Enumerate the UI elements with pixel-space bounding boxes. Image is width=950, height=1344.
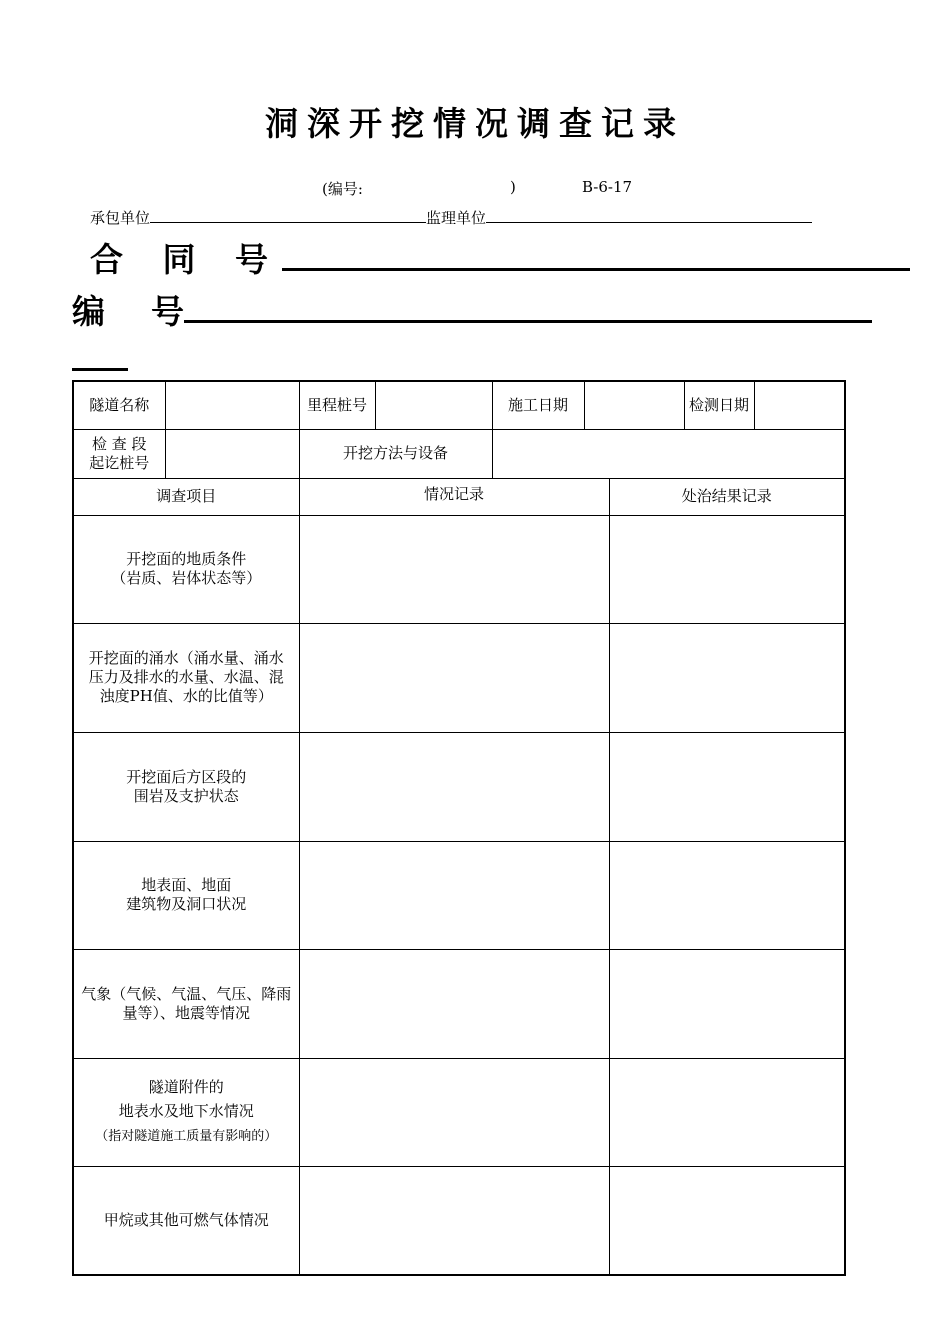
item-label: 隧道附件的 地表水及地下水情况 （指对隧道施工质量有影响的） [73, 1058, 299, 1166]
record-cell[interactable] [299, 1058, 609, 1166]
serial-no-label: 编 号 [72, 292, 184, 331]
serial-no-input[interactable] [184, 292, 872, 323]
record-cell[interactable] [299, 1166, 609, 1275]
info-row-1 [73, 381, 845, 429]
table-row [73, 1166, 845, 1275]
inspection-date-input[interactable] [754, 381, 845, 429]
record-cell[interactable] [299, 515, 609, 623]
method-input[interactable] [492, 429, 845, 478]
header-item: 调查项目 [73, 478, 299, 515]
item-label: 甲烷或其他可燃气体情况 [73, 1166, 299, 1275]
table-row [73, 623, 845, 732]
construction-date-label: 施工日期 [492, 381, 584, 429]
item-note: （指对隧道施工质量有影响的） [95, 1129, 278, 1144]
supervisor-input[interactable] [486, 207, 812, 223]
info-row-2 [73, 429, 845, 478]
contractor-label: 承包单位 [90, 209, 151, 227]
item-label: 开挖面的涌水（涌水量、涌水 压力及排水的水量、水温、混 浊度PH值、水的比值等） [73, 623, 299, 732]
section-input[interactable] [165, 429, 299, 478]
tunnel-name-input[interactable] [165, 381, 299, 429]
table-row [73, 515, 845, 623]
result-cell[interactable] [609, 732, 845, 841]
contract-no-row [90, 234, 910, 281]
code-open: (编号: [322, 180, 363, 198]
inspection-table [72, 380, 846, 1276]
record-cell[interactable] [299, 732, 609, 841]
table-row [73, 732, 845, 841]
construction-date-input[interactable] [584, 381, 684, 429]
result-cell[interactable] [609, 949, 845, 1058]
header-record: 情况记录 [299, 478, 609, 515]
result-cell[interactable] [609, 1058, 845, 1166]
contract-no-input[interactable] [282, 240, 910, 271]
contractor-input[interactable] [150, 207, 426, 223]
code-close: ) [510, 178, 516, 196]
serial-no-row [72, 286, 872, 333]
result-cell[interactable] [609, 515, 845, 623]
result-cell[interactable] [609, 841, 845, 949]
result-cell[interactable] [609, 1166, 845, 1275]
item-label: 气象（气候、气温、气压、降雨 量等）、地震等情况 [73, 949, 299, 1058]
contract-no-label: 合 同 号 [90, 240, 282, 279]
form-code: B-6-17 [582, 178, 633, 196]
record-cell[interactable] [299, 949, 609, 1058]
supervisor-label: 监理单位 [426, 209, 487, 227]
header-row [73, 478, 845, 515]
section-label: 检 查 段 起讫桩号 [73, 429, 165, 478]
table-row [73, 841, 845, 949]
item-label: 开挖面的地质条件 （岩质、岩体状态等） [73, 515, 299, 623]
header-result: 处治结果记录 [609, 478, 845, 515]
tunnel-name-label: 隧道名称 [73, 381, 165, 429]
item-label: 开挖面后方区段的 围岩及支护状态 [73, 732, 299, 841]
record-cell[interactable] [299, 623, 609, 732]
unit-line [90, 207, 812, 228]
page-title: 洞深开挖情况调查记录 [265, 104, 685, 143]
chainage-input[interactable] [375, 381, 492, 429]
chainage-label: 里程桩号 [299, 381, 375, 429]
method-label: 开挖方法与设备 [299, 429, 492, 478]
serial-no-input-overflow [72, 368, 128, 371]
inspection-date-label: 检测日期 [684, 381, 754, 429]
result-cell[interactable] [609, 623, 845, 732]
table-row [73, 1058, 845, 1166]
record-cell[interactable] [299, 841, 609, 949]
table-row [73, 949, 845, 1058]
item-label: 地表面、地面 建筑物及洞口状况 [73, 841, 299, 949]
